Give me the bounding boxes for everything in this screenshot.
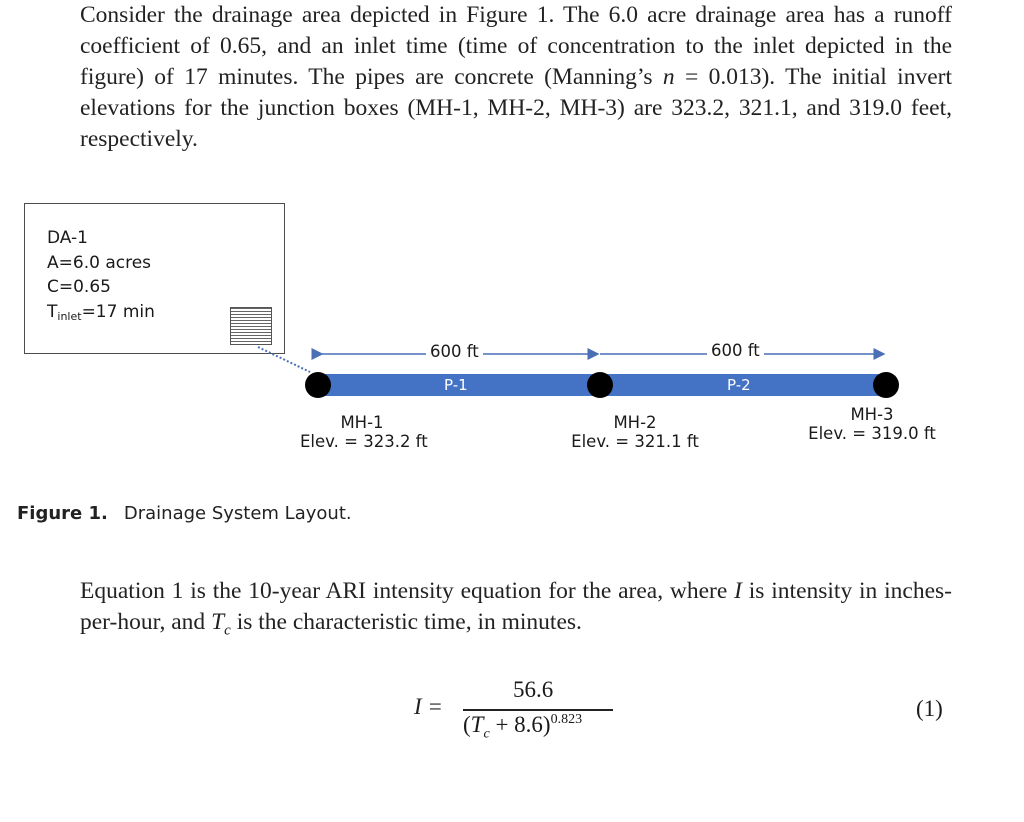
manhole-mh2-label: MH-2 Elev. = 321.1 ft xyxy=(571,413,699,451)
pipe-p2-length: 600 ft xyxy=(707,341,764,360)
drainage-area-name: DA-1 xyxy=(47,228,88,248)
pipe-p2-label: P-2 xyxy=(727,376,751,394)
manhole-mh2 xyxy=(587,372,613,398)
pipe-p1-label: P-1 xyxy=(444,376,468,394)
pipe-p1-length: 600 ft xyxy=(426,342,483,361)
runoff-coefficient: C=0.65 xyxy=(47,277,111,297)
equation-denominator: $(T_c + 8.6)^{0.823}$ xyxy=(463,712,583,742)
fraction-bar xyxy=(463,709,613,711)
equation-numerator: 56.6 xyxy=(513,677,554,702)
equation-lhs: I = xyxy=(414,694,443,719)
manhole-mh1-label: MH-1 Elev. = 323.2 ft xyxy=(300,413,428,451)
manhole-mh3 xyxy=(873,372,899,398)
manning-n-symbol: n xyxy=(662,64,675,90)
inlet-connector-line xyxy=(258,347,310,372)
equation-description: Equation 1 is the 10-year ARI intensity equation for the area, where I is intensity in inches-per-hour, and $T_c$ is the characteristic time, in minutes. xyxy=(80,578,952,639)
figure-caption: Figure 1. Drainage System Layout. xyxy=(17,503,352,524)
drainage-area-size: A=6.0 acres xyxy=(47,252,152,273)
manhole-mh3-label: MH-3 Elev. = 319.0 ft xyxy=(808,405,936,443)
problem-statement: Consider the drainage area depicted in Figure 1. The 6.0 acre drainage area has a runoff coefficient of 0.65, and an inlet time (time of concentration to the inlet depicted in the figure) of 17 minutes. The pipes are concrete (Manning’s n = 0.013). The initial invert elevations for the junction boxes (MH-1, MH-2, MH-3) are 323.2, 321.1, and 319.0 feet, respectively. xyxy=(80,2,952,152)
manhole-mh1 xyxy=(305,372,331,398)
equation-number: (1) xyxy=(916,696,943,721)
inlet-time: $T_{inlet}=17$ min xyxy=(47,301,155,323)
